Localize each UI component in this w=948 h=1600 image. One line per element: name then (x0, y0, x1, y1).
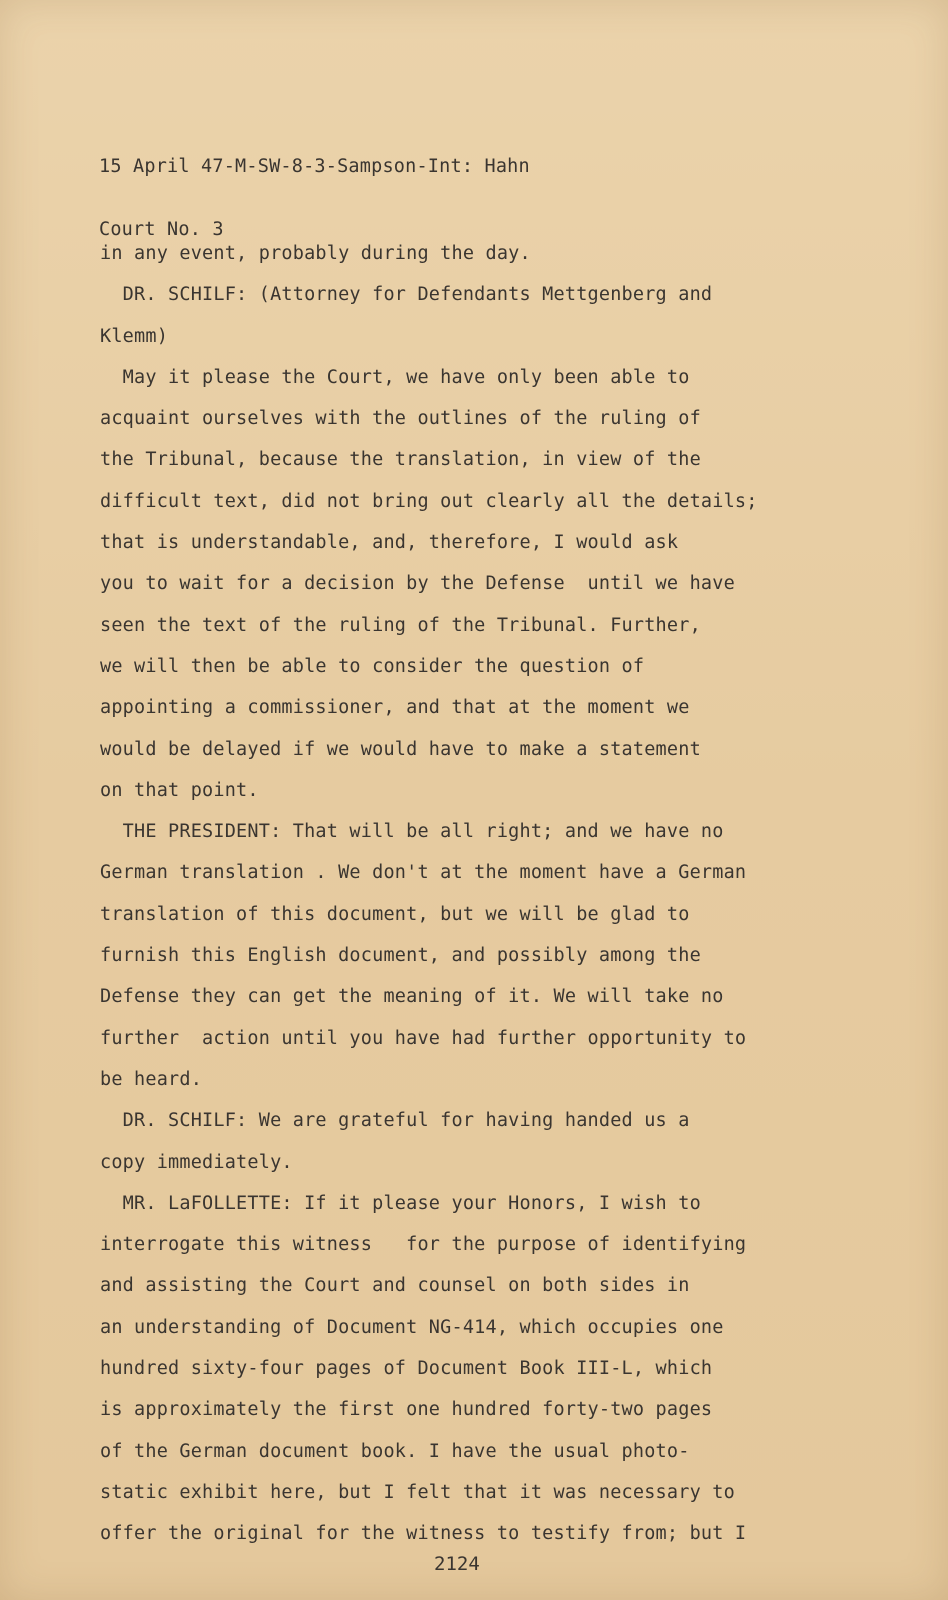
transcript-line: copy immediately. (100, 1151, 293, 1173)
transcript-line: and assisting the Court and counsel on both sides in (100, 1275, 690, 1297)
transcript-line: interrogate this witness for the purpose of identifying (100, 1234, 747, 1256)
transcript-line: on that point. (100, 779, 259, 801)
transcript-line: May it please the Court, we have only been able to (100, 366, 690, 388)
transcript-body (100, 233, 930, 1555)
transcript-line: seen the text of the ruling of the Tribunal. Further, (100, 614, 701, 636)
transcript-line: German translation . We don't at the moment have a German (100, 862, 747, 884)
transcript-line: acquaint ourselves with the outlines of the ruling of (100, 408, 701, 430)
transcript-line: of the German document book. I have the usual photo- (100, 1440, 690, 1462)
transcript-line: MR. LaFOLLETTE: If it please your Honors, I wish to (100, 1192, 701, 1214)
transcript-line: the Tribunal, because the translation, in view of the (100, 449, 701, 471)
transcript-line: be heard. (100, 1068, 203, 1090)
transcript-line: an understanding of Document NG-414, which occupies one (100, 1316, 724, 1338)
transcript-line: you to wait for a decision by the Defense until we have (100, 573, 735, 595)
transcript-line: difficult text, did not bring out clearly all the details; (100, 490, 758, 512)
transcript-line: static exhibit here, but I felt that it was necessary to (100, 1481, 735, 1503)
transcript-line: DR. SCHILF: (Attorney for Defendants Mettgenberg and (100, 284, 713, 306)
transcript-line: Defense they can get the meaning of it. We will take no (100, 986, 724, 1008)
transcript-line: furnish this English document, and possibly among the (100, 945, 701, 967)
transcript-line: Klemm) (100, 325, 169, 347)
transcript-line: appointing a commissioner, and that at the moment we (100, 697, 690, 719)
transcript-line: that is understandable, and, therefore, I would ask (100, 532, 679, 554)
transcript-line: is approximately the first one hundred forty-two pages (100, 1399, 713, 1421)
transcript-line: THE PRESIDENT: That will be all right; and we have no (100, 821, 724, 843)
header-case-line: 15 April 47-M-SW-8-3-Sampson-Int: Hahn (99, 156, 530, 177)
transcript-line: DR. SCHILF: We are grateful for having handed us a (100, 1110, 690, 1132)
transcript-line: translation of this document, but we will be glad to (100, 903, 690, 925)
header-court-line: Court No. 3 (99, 219, 224, 240)
transcript-line: hundred sixty-four pages of Document Book III-L, which (100, 1358, 713, 1380)
transcript-line: further action until you have had further opportunity to (100, 1027, 747, 1049)
transcript-line: would be delayed if we would have to make a statement (100, 738, 701, 760)
page-number: 2124 (434, 1553, 480, 1575)
transcript-line: in any event, probably during the day. (100, 243, 531, 264)
transcript-line: offer the original for the witness to testify from; but I (100, 1523, 747, 1545)
transcript-line: we will then be able to consider the question of (100, 655, 645, 677)
